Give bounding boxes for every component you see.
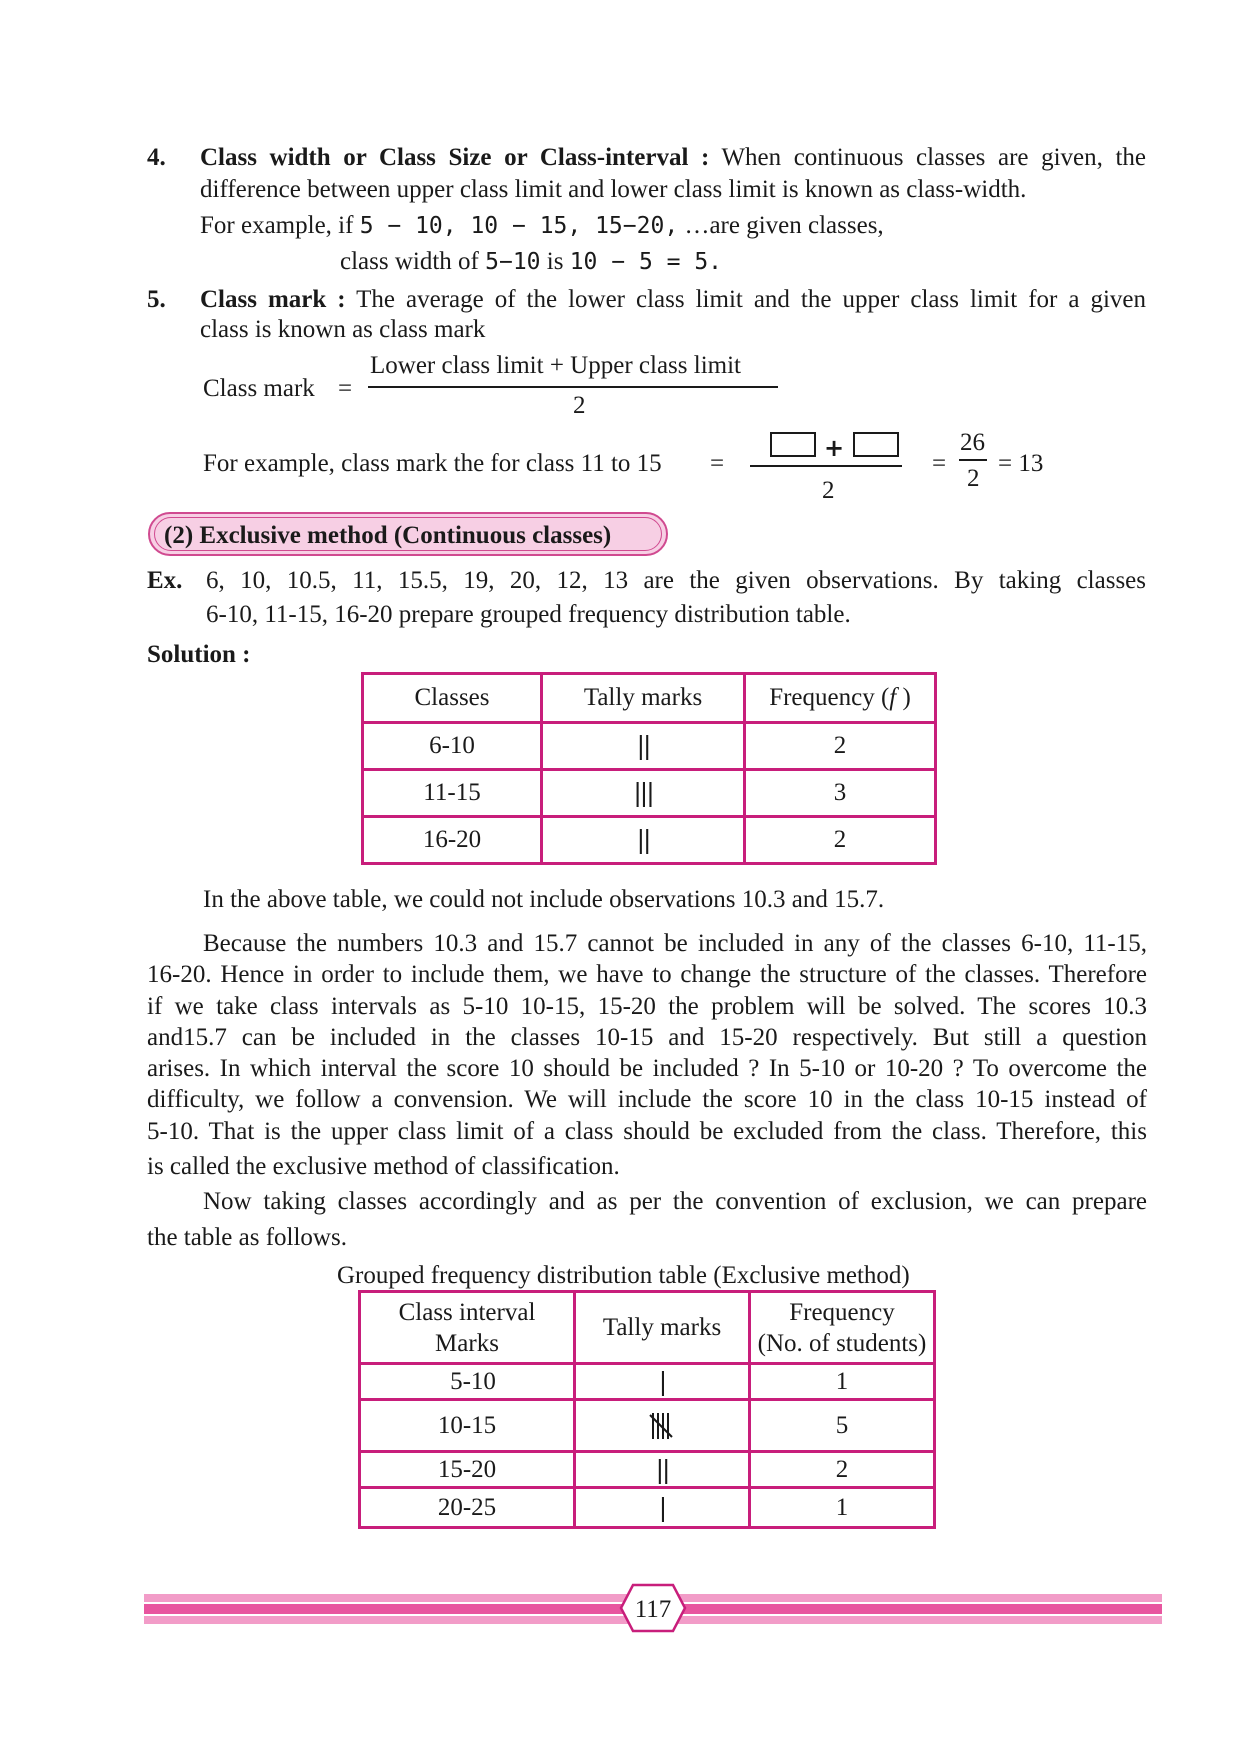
header-frequency-close: ) [896,684,911,711]
header-frequency [750,1292,935,1364]
frequency-table-1 [361,672,937,865]
blank-box-left[interactable] [770,432,816,457]
cell-frequency: 2 [745,817,936,864]
item-4-number: 4. [147,144,166,171]
tally-five-icon [649,1411,675,1441]
example-text: For example, class mark the for class 11 to 15 [203,450,662,477]
section-heading-text: (2) Exclusive method (Continuous classes) [164,522,612,549]
cell-class: 16-20 [363,817,542,864]
cell-frequency: 3 [745,770,936,817]
width-class: 5−10 [485,249,541,275]
example-suffix: …are given classes, [684,212,884,239]
item-4-term: Class width or Class Size or Class-interval : [200,144,710,171]
item-4-example [200,210,884,241]
example-equals-2: = [932,450,947,477]
paragraph-3-line1: Now taking classes accordingly and as per the convention of exclusion, we can prepare [203,1188,1147,1215]
example-fraction-bar [750,465,902,467]
cell-frequency: 5 [750,1400,935,1452]
cell-tally: || [542,723,745,770]
cell-class: 11-15 [363,770,542,817]
formula-label: Class mark [203,375,315,402]
item-4-line2: difference between upper class limit and lower class limit is known as class-width. [200,176,1027,203]
table-2-caption: Grouped frequency distribution table (Exclusive method) [337,1262,910,1289]
formula-denominator: 2 [573,392,586,419]
item-4-line1 [200,142,1146,173]
item-5-line2: class is known as class mark [200,316,486,343]
cell-interval: 5-10 [360,1364,575,1400]
cell-frequency: 1 [750,1364,935,1400]
table-row [360,1364,935,1400]
table-row [363,770,936,817]
cell-frequency: 2 [750,1452,935,1488]
table-header-row [363,674,936,723]
example-denominator-2: 2 [967,465,980,492]
table-row [363,817,936,864]
example-numerator-2: 26 [960,429,985,456]
cell-tally: || [575,1452,750,1488]
cell-interval: 10-15 [360,1400,575,1452]
section-heading [148,512,668,556]
p2-line: 16-20. Hence in order to include them, we have to change the structure of the classes. Therefore [147,961,1147,989]
example-result: = 13 [998,450,1044,477]
header-frequency [745,674,936,723]
example-equals: = [710,450,725,477]
header-class-interval [360,1292,575,1364]
page-number-badge [619,1583,687,1633]
cell-class: 6-10 [363,723,542,770]
exercise-line2: 6-10, 11-15, 16-20 prepare grouped frequency distribution table. [206,601,851,628]
example-prefix: For example, if [200,212,354,239]
item-5-term: Class mark : [200,286,346,313]
cell-tally: || [542,817,745,864]
blank-box-right[interactable] [853,432,899,457]
cell-tally: | [575,1364,750,1400]
item-5-text-1: The average of the lower class limit and the upper class limit for a given [356,286,1146,313]
cell-frequency: 1 [750,1488,935,1528]
paragraph-1: In the above table, we could not include observations 10.3 and 15.7. [203,886,885,913]
p2-line: arises. In which interval the score 10 should be included ? In 5-10 or 10-20 ? To overcome the [147,1055,1147,1083]
formula-fraction-bar [368,386,778,388]
header-class-interval-line1: Class interval [398,1298,536,1326]
table-row [360,1488,935,1528]
formula-equals: = [338,375,353,402]
cell-tally-five [575,1400,750,1452]
exercise-label: Ex. [147,567,183,594]
item-4-class-width [340,246,722,277]
p2-line: 5-10. That is the upper class limit of a class should be excluded from the class. Therefore, this [147,1117,1147,1145]
paragraph-2 [147,928,1147,1182]
header-frequency-line1: Frequency [789,1298,895,1326]
p2-line: if we take class intervals as 5-10 10-15, 15-20 the problem will be solved. The scores 10.3 [147,992,1147,1020]
header-frequency-text: Frequency ( [769,684,890,711]
width-prefix: class width of [340,248,479,275]
cell-interval: 20-25 [360,1488,575,1528]
example-classes: 5 − 10, 10 − 15, 15−20, [359,213,679,239]
table-row [360,1452,935,1488]
exercise-line1: 6, 10, 10.5, 11, 15.5, 19, 20, 12, 13 are the given observations. By taking classes [206,567,1146,594]
page-number: 117 [634,1596,672,1623]
p2-line: Because the numbers 10.3 and 15.7 cannot be included in any of the classes 6-10, 11-15, [203,930,1147,957]
header-frequency-f: f [889,684,897,711]
cell-tally: | [575,1488,750,1528]
formula-numerator: Lower class limit + Upper class limit [370,352,741,379]
p2-line: difficulty, we follow a convension. We will include the score 10 in the class 10-15 instead of [147,1086,1147,1114]
header-frequency-line2: (No. of students) [757,1329,927,1357]
item-5-number: 5. [147,286,166,313]
example-plus: + [824,434,845,462]
example-fraction-bar-2 [959,459,987,461]
solution-label: Solution : [147,641,251,668]
width-is: is [546,248,564,275]
table-row [360,1400,935,1452]
header-tally: Tally marks [542,674,745,723]
paragraph-3-line2: the table as follows. [147,1224,347,1251]
cell-frequency: 2 [745,723,936,770]
cell-tally: ||| [542,770,745,817]
width-calc: 10 − 5 = 5. [569,249,723,275]
header-classes: Classes [363,674,542,723]
item-5-line1 [200,284,1146,315]
example-denominator: 2 [822,477,835,504]
p2-line: is called the exclusive method of classification. [147,1153,620,1181]
p2-line: and15.7 can be included in the classes 10-15 and 15-20 respectively. But still a question [147,1023,1147,1051]
header-class-interval-line2: Marks [435,1329,499,1357]
table-row [363,723,936,770]
item-4-text-1: When continuous classes are given, the [721,144,1146,171]
frequency-table-2 [358,1290,936,1529]
header-tally: Tally marks [575,1292,750,1364]
table-header-row [360,1292,935,1364]
cell-interval: 15-20 [360,1452,575,1488]
